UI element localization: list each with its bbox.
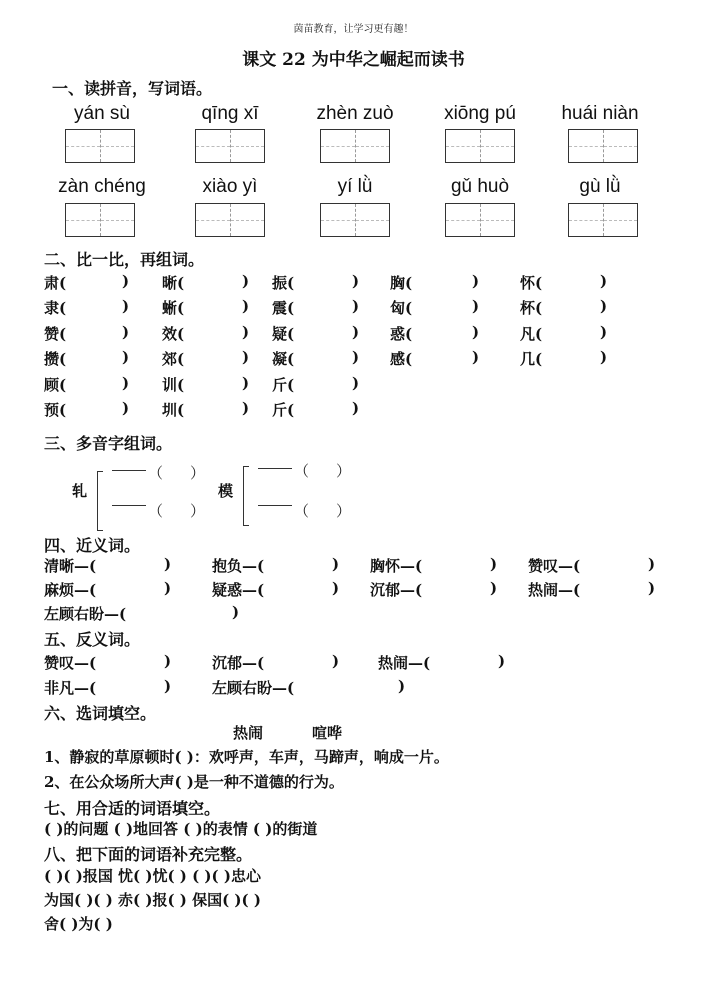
pinyin: xiōng pú <box>444 103 516 124</box>
compare-char: 晰( <box>162 274 185 292</box>
section-1-heading: 一、读拼音，写词语。 <box>52 79 213 98</box>
write-box[interactable] <box>568 203 638 237</box>
fill-line: ( )的问题 ( )地回答 ( )的表情 ( )的街道 <box>44 820 318 838</box>
compare-char: 感( <box>390 350 413 368</box>
bracket <box>97 471 103 531</box>
idiom-line: ( )( )报国 忧( )忧( ) ( )( )忠心 <box>44 867 261 885</box>
pinyin: yán sù <box>74 103 130 124</box>
answer-line[interactable] <box>258 505 292 506</box>
write-box[interactable] <box>445 129 515 163</box>
paren: ) <box>472 348 480 366</box>
paren: ) <box>122 323 130 341</box>
pinyin: zhèn zuò <box>316 103 394 124</box>
antonym-item: 赞叹—( <box>44 654 97 672</box>
paren: （ <box>148 464 164 482</box>
paren: ) <box>490 555 498 573</box>
paren: ) <box>122 374 130 392</box>
paren: ) <box>472 297 480 315</box>
pinyin: qīng xī <box>201 103 259 124</box>
antonym-item: 左顾右盼—( <box>212 679 295 697</box>
fill-question: 1、静寂的草原顿时( )：欢呼声，车声，马蹄声，响成一片。 <box>44 748 449 766</box>
synonym-item: 抱负—( <box>212 557 265 575</box>
paren: ) <box>352 297 360 315</box>
antonym-item: 非凡—( <box>44 679 97 697</box>
paren: ) <box>600 323 608 341</box>
paren: ） <box>336 502 352 520</box>
paren: ) <box>398 677 406 695</box>
synonym-item: 热闹—( <box>528 581 581 599</box>
paren: （ <box>294 502 310 520</box>
write-box[interactable] <box>65 129 135 163</box>
polyphone-char: 模 <box>218 482 234 500</box>
fill-question: 2、在公众场所大声( )是一种不道德的行为。 <box>44 773 344 791</box>
paren: ) <box>472 323 480 341</box>
paren: ) <box>332 555 340 573</box>
paren: ) <box>242 399 250 417</box>
paren: ) <box>648 555 656 573</box>
compare-char: 攒( <box>44 350 67 368</box>
antonym-item: 沉郁—( <box>212 654 265 672</box>
word-choice: 喧哗 <box>312 724 343 742</box>
synonym-item: 疑惑—( <box>212 581 265 599</box>
write-box[interactable] <box>320 203 390 237</box>
paren: （ <box>148 502 164 520</box>
compare-char: 胸( <box>390 274 413 292</box>
idiom-line: 舍( )为( ) <box>44 915 113 933</box>
paren: ) <box>498 652 506 670</box>
paren: ) <box>164 652 172 670</box>
paren: ) <box>122 399 130 417</box>
paren: ） <box>336 462 352 480</box>
section-3-heading: 三、多音字组词。 <box>44 434 173 453</box>
compare-char: 蜥( <box>162 299 185 317</box>
paren: ) <box>242 348 250 366</box>
idiom-line: 为国( )( ) 赤( )报( ) 保国( )( ) <box>44 891 261 909</box>
section-2-heading: 二、比一比，再组词。 <box>44 250 205 269</box>
write-box[interactable] <box>568 129 638 163</box>
section-5-heading: 五、反义词。 <box>44 630 141 649</box>
compare-char: 隶( <box>44 299 67 317</box>
synonym-item: 清晰—( <box>44 557 97 575</box>
paren: ) <box>600 348 608 366</box>
paren: ) <box>472 272 480 290</box>
paren: ) <box>242 323 250 341</box>
bracket <box>243 466 249 526</box>
paren: ) <box>352 399 360 417</box>
synonym-item: 左顾右盼—( <box>44 605 127 623</box>
page-header: 茵苗教育，让学习更有趣！ <box>293 24 414 35</box>
section-4-heading: 四、近义词。 <box>44 536 141 555</box>
paren: ) <box>648 579 656 597</box>
section-6-heading: 六、选词填空。 <box>44 704 157 723</box>
antonym-item: 热闹—( <box>378 654 431 672</box>
compare-char: 斤( <box>272 401 295 419</box>
section-8-heading: 八、把下面的词语补充完整。 <box>44 845 253 864</box>
page-title: 课文 22 为中华之崛起而读书 <box>242 50 465 70</box>
paren: ) <box>242 374 250 392</box>
paren: ) <box>122 272 130 290</box>
pinyin: gù lǜ <box>579 176 621 197</box>
compare-char: 惑( <box>390 325 413 343</box>
synonym-item: 胸怀—( <box>370 557 423 575</box>
paren: ) <box>332 652 340 670</box>
paren: ) <box>122 348 130 366</box>
paren: ) <box>164 579 172 597</box>
compare-char: 效( <box>162 325 185 343</box>
answer-line[interactable] <box>258 468 292 469</box>
write-box[interactable] <box>445 203 515 237</box>
compare-char: 训( <box>162 376 185 394</box>
answer-line[interactable] <box>112 505 146 506</box>
pinyin: gǔ huò <box>450 176 510 197</box>
compare-char: 赞( <box>44 325 67 343</box>
synonym-item: 麻烦—( <box>44 581 97 599</box>
write-box[interactable] <box>65 203 135 237</box>
compare-char: 预( <box>44 401 67 419</box>
word-choice: 热闹 <box>233 724 264 742</box>
compare-char: 凡( <box>520 325 543 343</box>
paren: ) <box>490 579 498 597</box>
paren: ) <box>352 374 360 392</box>
synonym-item: 沉郁—( <box>370 581 423 599</box>
paren: ) <box>352 348 360 366</box>
pinyin: zàn chéng <box>58 176 146 197</box>
compare-char: 震( <box>272 299 295 317</box>
paren: ) <box>352 272 360 290</box>
paren: ） <box>190 464 206 482</box>
paren: ) <box>600 297 608 315</box>
answer-line[interactable] <box>112 470 146 471</box>
write-box[interactable] <box>195 129 265 163</box>
paren: （ <box>294 462 310 480</box>
compare-char: 匈( <box>390 299 413 317</box>
synonym-item: 赞叹—( <box>528 557 581 575</box>
paren: ) <box>232 603 240 621</box>
pinyin: huái niàn <box>561 103 639 124</box>
pinyin: yí lǜ <box>337 176 373 197</box>
paren: ) <box>242 297 250 315</box>
compare-char: 郊( <box>162 350 185 368</box>
paren: ) <box>164 677 172 695</box>
compare-char: 斤( <box>272 376 295 394</box>
paren: ) <box>332 579 340 597</box>
compare-char: 凝( <box>272 350 295 368</box>
paren: ) <box>122 297 130 315</box>
compare-char: 杯( <box>520 299 543 317</box>
section-7-heading: 七、用合适的词语填空。 <box>44 799 221 818</box>
paren: ) <box>600 272 608 290</box>
pinyin: xiào yì <box>202 176 258 197</box>
paren: ） <box>190 502 206 520</box>
write-box[interactable] <box>195 203 265 237</box>
compare-char: 肃( <box>44 274 67 292</box>
paren: ) <box>164 555 172 573</box>
compare-char: 疑( <box>272 325 295 343</box>
write-box[interactable] <box>320 129 390 163</box>
compare-char: 顾( <box>44 376 67 394</box>
compare-char: 几( <box>520 350 543 368</box>
paren: ) <box>242 272 250 290</box>
compare-char: 振( <box>272 274 295 292</box>
polyphone-char: 轧 <box>72 482 88 500</box>
compare-char: 怀( <box>520 274 543 292</box>
paren: ) <box>352 323 360 341</box>
compare-char: 圳( <box>162 401 185 419</box>
